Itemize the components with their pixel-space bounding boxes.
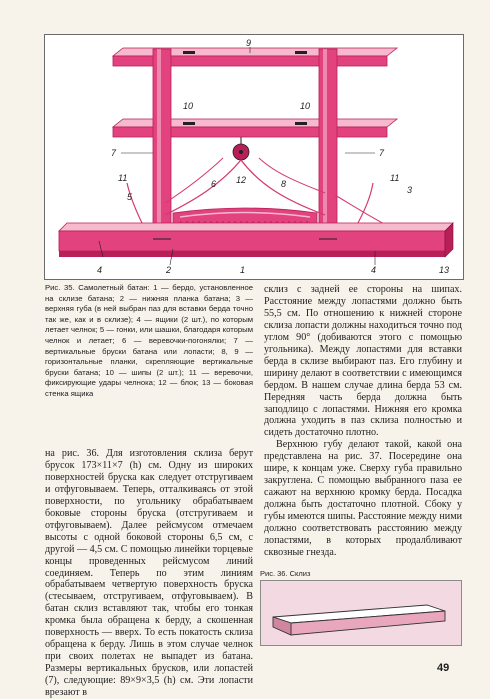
paragraph: Верхнюю губу делают такой, какой она представлена на рис. 37. Посередине она шире, к концам уже. Сверху губа правильно закруглена. С помощью выбранного паза ее сажают на верхнюю кромку берда. Посадка должна быть достаточно плотной. Сбоку у губы имеются шипы. Расстояние между ними должно соответствовать расстоянию между лопастями, в которых продалбливают сквозные гнезда. xyxy=(264,439,462,558)
label-12: 12 xyxy=(236,175,247,185)
label-2: 2 xyxy=(166,265,172,275)
label-8: 8 xyxy=(281,179,287,189)
page-number: 49 xyxy=(437,662,450,674)
label-9: 9 xyxy=(246,38,252,48)
label-4-right: 4 xyxy=(371,265,377,275)
figure-36-caption: Рис. 36. Склиз xyxy=(260,569,311,578)
paragraph: на рис. 36. Для изготовления склиза берут брусок 173×11×7 (h) см. Одну из широких поверхностей бруска как следует отстругиваем и отфуговываем. Теперь, отталкиваясь от этой поверхности, по угольнику обрабатываем боковые стороны бруска (отстругиваем и отфуговываем). Далее рейсмусом отмечаем высоты с одной боковой стороны 6,5 см, с другой — 4,5 см. С помощью линейки торцевые концы проведенных рейсмусом линий соединяем. Теперь по этим линиям обрабатываем четвертую поверхность бруска (стесываем, отстругиваем, отфуговываем). В батан склиз вставляют так, чтобы его тонкая кромка была обращена к берду, а скошенная поверхность — вверх. То есть покатость склиза обращена к берду. Лишь в этом случае челнок при своих полетах не выпадет из батана. Размеры вертикальных брусков, или лопастей (7), следующие: 89×9×3,5 (h) см. Эти лопасти врезают в xyxy=(45,448,253,699)
label-7-right: 7 xyxy=(379,148,385,158)
figure-35-caption: Рис. 35. Самолетный батан: 1 — бердо, установленное на склизе батана; 2 — нижняя планка батана; 3 — верхняя губа (в ней выбран паз для вставки берда точно так же, как и в склизе); 4 — ящики (2 шт.), по которым летает челнок; 5 — гонки, или шашки, благодаря которым челнок и летает; 6 — веревочки-погонялки; 7 — вертикальные бруски батана или лопасти; 8, 9 — горизонтальные планки, скрепляющие вертикальные бруски батана; 10 — шипы (2 шт.); 11 — веревочки, фиксирующие удары челнока; 12 — блок; 13 — боковая стенка ящика xyxy=(45,283,253,398)
slide-bar-drawing xyxy=(261,581,461,645)
label-6: 6 xyxy=(211,179,217,189)
label-13: 13 xyxy=(439,265,450,275)
left-text-column xyxy=(45,448,253,699)
right-text-column xyxy=(264,284,462,559)
label-5: 5 xyxy=(127,192,133,202)
label-11-right: 11 xyxy=(390,173,400,183)
label-10-left: 10 xyxy=(183,101,194,111)
paragraph: склиз с задней ее стороны на шипах. Расстояние между лопастями должно быть 55,5 см. По отношению к нижней стороне склиза лопасти должны находиться точно под углом 90° (добиваются этого с помощью угольника). Между лопастями для вставки берда в склизе выбирают паз. Его глубину и ширину делают в соответствии с имеющимся бердом. В нашем случае длина берда 53 см. Передняя часть берда должна быть заподлицо с лопастями. Нижняя его кромка должна уходить в паз склиза полностью и сидеть достаточно плотно. xyxy=(264,284,462,439)
label-3: 3 xyxy=(407,185,413,195)
label-1: 1 xyxy=(240,265,246,275)
batten-drawing xyxy=(45,35,463,279)
label-7-left: 7 xyxy=(111,148,117,158)
figure-35-loom-batten xyxy=(44,34,464,280)
label-10-right: 10 xyxy=(300,101,311,111)
label-11-left: 11 xyxy=(118,173,128,183)
label-4-left: 4 xyxy=(97,265,103,275)
figure-36-slide-bar xyxy=(260,580,462,646)
